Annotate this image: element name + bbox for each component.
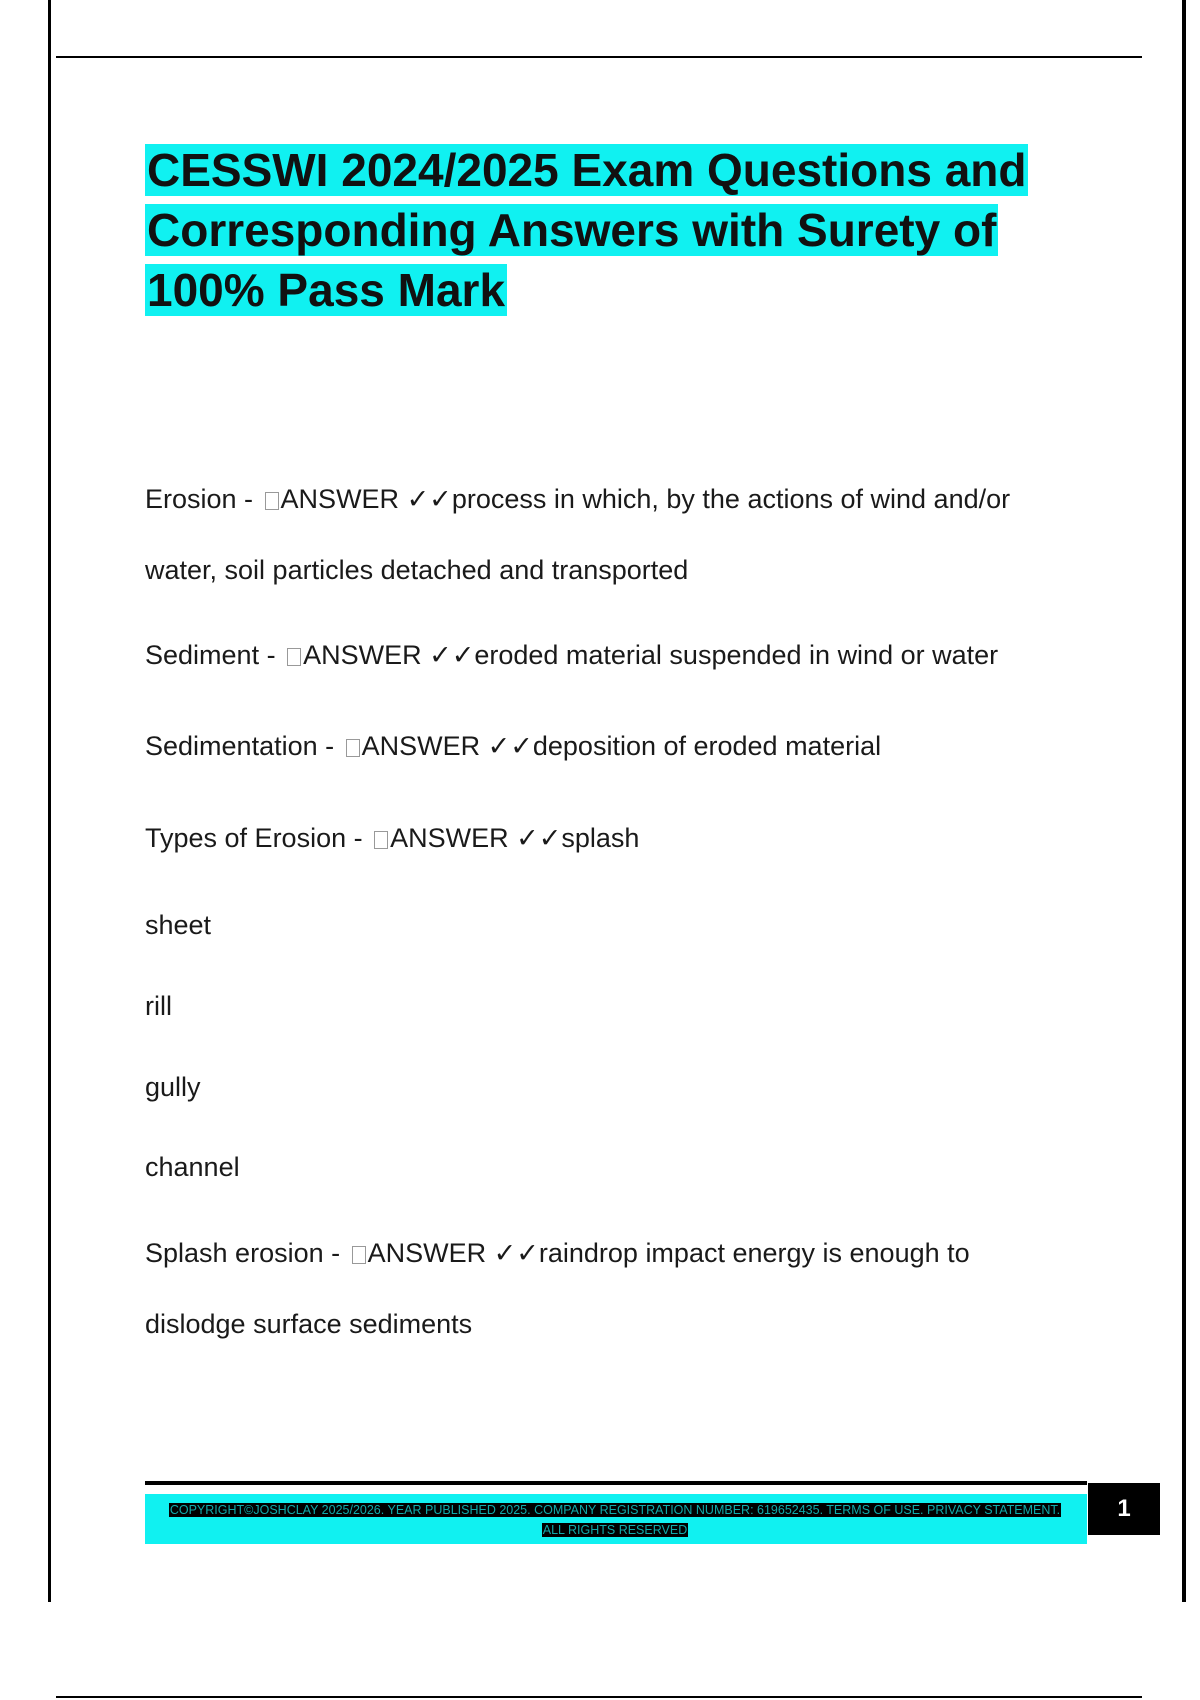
document-title-text: CESSWI 2024/2025 Exam Questions and Corresponding Answers with Surety of 100% Pass Mark	[147, 144, 1027, 316]
qa-entry-types-of-erosion	[145, 823, 639, 854]
answer-box-icon	[287, 648, 301, 666]
answer-marker: ANSWER	[367, 1238, 494, 1268]
bottom-rule	[56, 1696, 1142, 1698]
page-border-left	[48, 0, 51, 1602]
term: Splash erosion -	[145, 1238, 348, 1268]
answer-marker: ANSWER	[303, 640, 430, 670]
double-check-icon: ✓✓	[487, 731, 533, 762]
answer-marker: ANSWER	[280, 484, 407, 514]
double-check-icon: ✓✓	[429, 640, 475, 671]
top-rule	[56, 56, 1142, 58]
answer-box-icon	[265, 492, 279, 510]
list-item: rill	[145, 991, 172, 1021]
list-item: gully	[145, 1072, 201, 1102]
answer-marker: ANSWER	[390, 823, 517, 853]
footer-copyright-text: COPYRIGHT©JOSHCLAY 2025/2026. YEAR PUBLISHED 2025. COMPANY REGISTRATION NUMBER: 619652435. TERMS OF USE. PRIVACY STATEMENT. ALL RIGHTS RESERVED	[169, 1503, 1061, 1537]
answer-text: process in which, by the actions of wind and/or	[451, 484, 1011, 514]
qa-entry-erosion	[145, 484, 1010, 515]
answer-text: dislodge surface sediments	[145, 1309, 473, 1339]
answer-text: deposition of eroded material	[532, 731, 882, 761]
footer-copyright	[160, 1500, 1070, 1540]
list-item: channel	[145, 1152, 240, 1182]
qa-entry-splash-erosion	[145, 1238, 970, 1269]
list-item: sheet	[145, 910, 212, 940]
double-check-icon: ✓✓	[406, 484, 452, 515]
qa-entry-erosion-continued	[145, 555, 688, 585]
term: Types of Erosion -	[145, 823, 371, 853]
term: Erosion -	[145, 484, 261, 514]
answer-text: raindrop impact energy is enough to	[538, 1238, 970, 1268]
term: Sedimentation -	[145, 731, 342, 761]
answer-text: splash	[561, 823, 640, 853]
footer-rule	[145, 1481, 1087, 1485]
qa-entry-sediment	[145, 640, 998, 671]
page-border-right	[1182, 0, 1186, 1602]
double-check-icon: ✓✓	[516, 823, 562, 854]
qa-entry-sedimentation	[145, 731, 881, 762]
term: Sediment -	[145, 640, 284, 670]
document-title	[145, 140, 1080, 320]
answer-box-icon	[352, 1246, 366, 1264]
qa-entry-splash-erosion-continued	[145, 1309, 472, 1339]
page-number: 1	[1088, 1483, 1160, 1535]
answer-text: water, soil particles detached and transported	[145, 555, 689, 585]
answer-box-icon	[374, 831, 388, 849]
answer-marker: ANSWER	[361, 731, 488, 761]
answer-text: eroded material suspended in wind or water	[474, 640, 999, 670]
answer-box-icon	[346, 739, 360, 757]
double-check-icon: ✓✓	[493, 1238, 539, 1269]
